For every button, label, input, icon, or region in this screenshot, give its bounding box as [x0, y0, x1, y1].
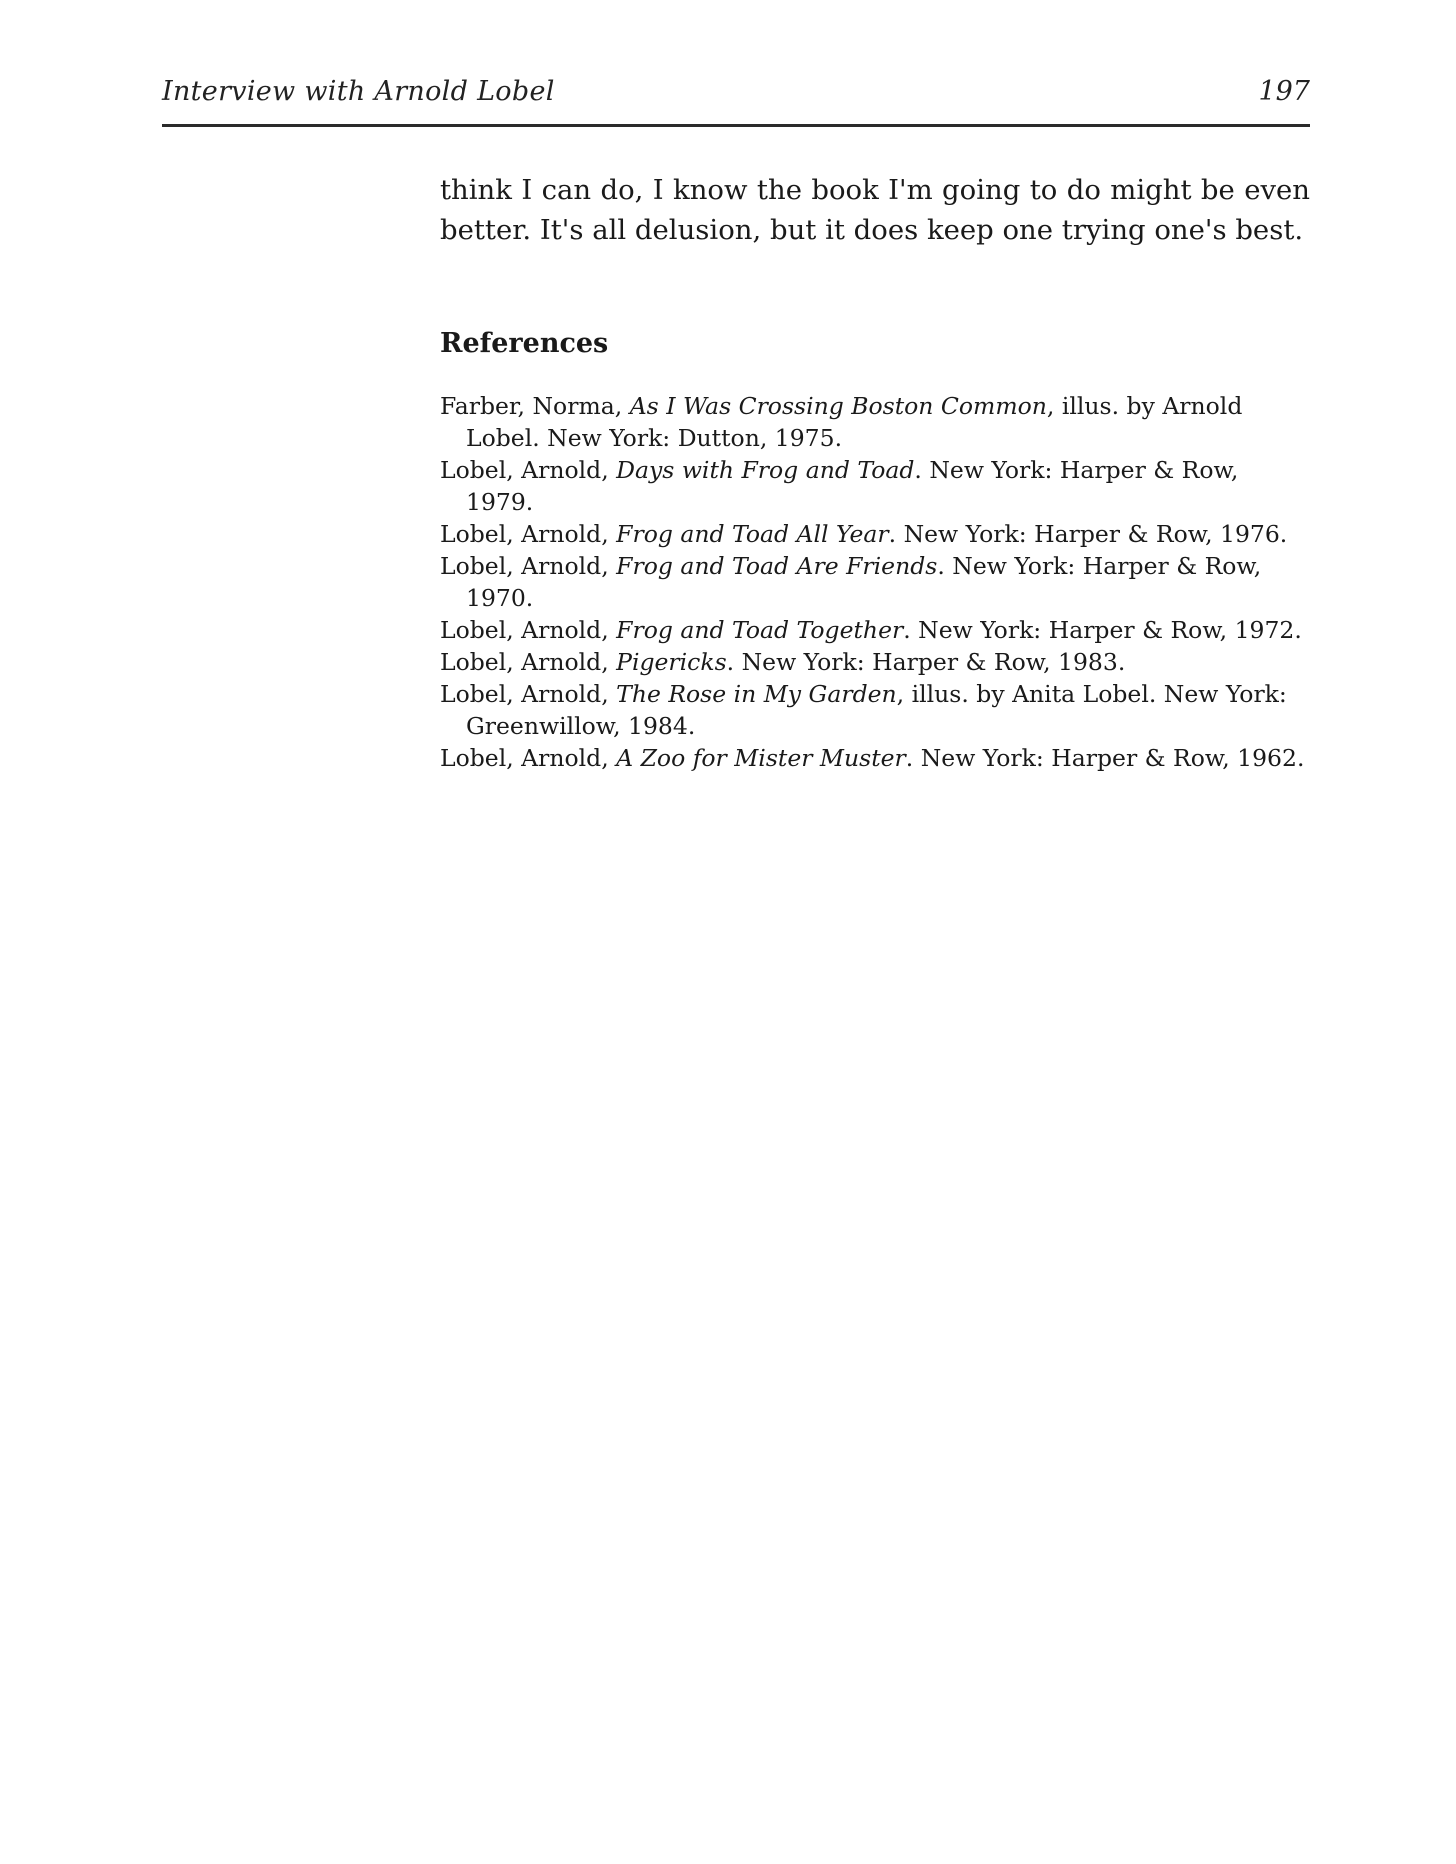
reference-publication: . New York: Harper & Row, 1962.: [905, 744, 1305, 772]
reference-entry: [440, 742, 1310, 774]
reference-title: A Zoo for Mister Muster: [616, 744, 906, 772]
reference-entry: [440, 646, 1310, 678]
main-content: [440, 170, 1310, 774]
reference-author: Lobel, Arnold,: [440, 744, 617, 772]
running-title: Interview with Arnold Lobel: [162, 76, 555, 107]
reference-title: Pigericks: [616, 648, 727, 676]
header-rule: [162, 124, 1310, 127]
reference-entry: [440, 454, 1310, 518]
reference-publication: , illus. by Anita Lobel. New York: Greenwillow, 1984.: [466, 680, 1287, 740]
reference-entry: [440, 518, 1310, 550]
reference-title: Days with Frog and Toad: [616, 456, 915, 484]
reference-publication: . New York: Harper & Row, 1976.: [888, 520, 1288, 548]
reference-publication: . New York: Harper & Row, 1979.: [466, 456, 1239, 516]
running-head: [162, 76, 1310, 116]
reference-author: Lobel, Arnold,: [440, 520, 617, 548]
reference-entry: [440, 614, 1310, 646]
reference-author: Lobel, Arnold,: [440, 680, 617, 708]
reference-author: Lobel, Arnold,: [440, 648, 617, 676]
reference-publication: . New York: Harper & Row, 1972.: [903, 616, 1302, 644]
reference-title: The Rose in My Garden: [616, 680, 897, 708]
reference-entry: [440, 550, 1310, 614]
reference-title: Frog and Toad Together: [616, 616, 904, 644]
reference-entry: [440, 678, 1310, 742]
page-number: 197: [1258, 76, 1310, 107]
reference-author: Lobel, Arnold,: [440, 552, 617, 580]
reference-publication: . New York: Harper & Row, 1970.: [466, 552, 1262, 612]
reference-title: As I Was Crossing Boston Common: [629, 392, 1047, 420]
references-list: [440, 390, 1310, 774]
reference-publication: , illus. by Arnold Lobel. New York: Dutton, 1975.: [466, 392, 1243, 452]
body-paragraph: think I can do, I know the book I'm going to do might be even better. It's all delusion, but it does keep one trying one's best.: [440, 174, 1310, 246]
reference-publication: . New York: Harper & Row, 1983.: [726, 648, 1126, 676]
reference-title: Frog and Toad All Year: [616, 520, 889, 548]
references-heading: References: [440, 328, 609, 359]
reference-entry: [440, 390, 1310, 454]
reference-title: Frog and Toad Are Friends: [616, 552, 938, 580]
reference-author: Lobel, Arnold,: [440, 456, 617, 484]
reference-author: Lobel, Arnold,: [440, 616, 617, 644]
reference-author: Farber, Norma,: [440, 392, 630, 420]
